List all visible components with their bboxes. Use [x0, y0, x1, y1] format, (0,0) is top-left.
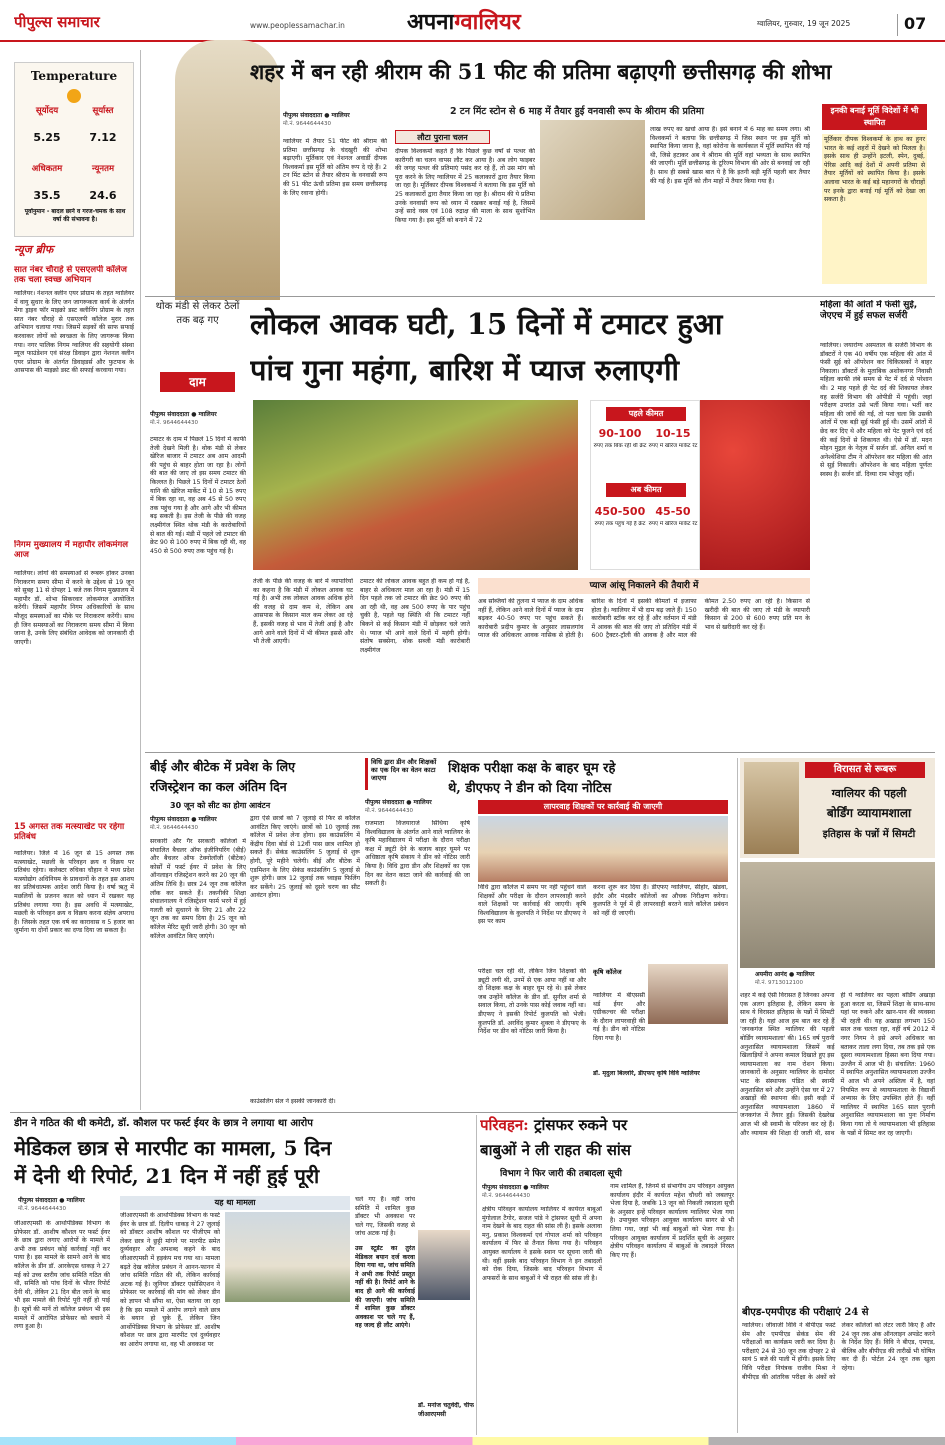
news-brief-1-body: ग्वालियर। नेशनल क्लीन एयर प्रोग्राम के तहत ग्वालियर में वायु सुधार के लिए जन जागरूकता कार्य के अंतर्गत मेगा ड्राइव फॉर माइक्रो डस्ट क्लीनिंग प्रोग्राम के तहत सात नंबर चौराहे से एसएलपी कॉलेज मुरार तक अभियान चलाया गया। जिसमें सड़कों की साफ सफाई करवाकर लोगों को स्वच्छता के लिए जागरूक किया गया। नगर पालिक निगम ग्वालियर की सहयोगी संस्था म्यूज फाउंडेशन एवं संरक्ष डिवाइन द्वारा नेशनल क्लीन एयर प्रोग्राम के अंतर्गत डिवाइडर्स और फुटपाथ के आसपास की माइक्रो डस्ट की सफाई करवाया गया। — [14, 290, 134, 375]
news-brief-1-title: सात नंबर चौराहे से एसएलपी कॉलेज तक चला स्वच्छ अभियान — [14, 265, 127, 285]
tomato-headline-1: लोकल आवक घटी, 15 दिनों में टमाटर हुआ — [250, 307, 723, 341]
max-label: अधिकतम — [31, 164, 63, 174]
weather-box — [14, 62, 134, 237]
teacher-headline-2: थे, डीएफए ने डीन को दिया नोटिस — [448, 781, 612, 796]
heritage-phone: मो.नं. 9713012100 — [755, 980, 804, 986]
sunset-time: 7.12 — [89, 131, 117, 144]
gymnasium-photo — [740, 862, 935, 968]
teacher-byline — [365, 798, 465, 818]
medical-headline-1: मेडिकल छात्र से मारपीट का मामला, 5 दिन — [14, 1136, 332, 1160]
news-brief-3-title: 15 अगस्त तक मत्स्याखेट पर रहेगा प्रतिबंध — [14, 822, 125, 842]
be-phone: मो.नं. 9644644430 — [150, 825, 199, 831]
medical-headline-2: में देनी थी रिपोर्ट, 21 दिन में नहीं हुई पूरी — [14, 1164, 320, 1188]
max-temp: 35.5 — [33, 189, 61, 202]
now-price-label: अब कीमत — [606, 483, 686, 497]
transport-kicker: परिवहन: — [480, 1116, 529, 1134]
medical-col1: जीआरएमसी के आर्थोपेडिक्स विभाग के प्रोफेसर डॉ. आशीष कौशल पर फर्स्ट ईयर के छात्र द्वारा लगाए आरोपों के मामले में अभी तक प्रबंधन कोई कार्रवाई नहीं कर पाया है। इस मामले के सामने आने के बाद कॉलेज के डीन डॉ. आरकेएस धाकड़ ने 27 मई को उच्च स्तरीय जांच समिति गठित की थी, समिति को पांच दिनों के भीतर रिपोर्ट देनी थी, लेकिन 21 दिन बीत जाने के बाद भी इस मामले की रिपोर्ट पूरी नहीं हो पाई है। सूत्रों की मानें तो कॉलेज प्रबंधन भी इस मामले में आरोपित प्रोफेसर को बचाने में लगा हुआ है। — [14, 1220, 110, 1331]
medical-col2: जीआरएमसी के आर्थोपेडिक्स विभाग के फर्स्ट ईयर के छात्र डॉ. दिलीप धाकड़ ने 27 जुलाई को डॉक्टर आशीष कौशल पर पीजीएम को लेकर छात्र ने छुट्टी मांगने पर मारपीट समेत दुर्व्यवहार और अपशब्द कहने के बाद जीआरएमसी में हड़कंप मच गया था। मामला बढ़ते देख कॉलेज प्रबंधन ने आनन-फानन में जांच समिति गठित की थी, लेकिन कार्रवाई अटक गई है। जूनियर डॉक्टर एसोसिएशन ने प्रोफेसर पर कार्रवाई की मांग को लेकर डीन को ज्ञापन भी सौंपा था, ऐसा बताया जा रहा है कि इस मामले में आरोप लगाने वाले छात्र के बयान हो चुके हैं, लेकिन जिन आर्थोपेडिक्स विभाग के प्रोफेसर डॉ. आशीष कौशल पर छात्र द्वारा मारपीट एवं दुर्व्यवहार का आरोप लगाया था, वह भी अवकाश पर — [120, 1212, 220, 1348]
heritage-label-1: विरासत से — [833, 764, 872, 775]
section-title-2: ग्वालियर — [454, 9, 521, 35]
bped-exam-body: ग्वालियर। जीवाजी विवि ने बीपीएड फर्स्ट सेम और एमपीएड सेकंड सेम की परीक्षाओं का कार्यक्रम जारी कर दिया है। परीक्षाएं 24 से 30 जून तक दोपहर 2 से सायं 5 बजे की पाली में होंगी। इसके लिए विवि परीक्षा नियंत्रक राजीव मिश्रा ने बीपीएड की आंतरिक परीक्षा के अंकों को लेकर कॉलेजों को लेटर जारी किए हैं और 24 जून तक अंक ऑनलाइन अपडेट करने के निर्देश दिए हैं। विवि ने बीएड, एमएड, बीलिब और बीपीएड की तारीखें भी घोषित कर दी हैं। पोर्टल 24 जून तक खुला रहेगा। — [742, 1322, 935, 1381]
heritage-label — [805, 762, 925, 778]
teacher-col1: राजमाता विजयाराजे सिंधिया कृषि विश्वविद्यालय के अंतर्गत आने वाले ग्वालियर के कृषि महाविद्यालय में परीक्षा के दौरान परीक्षा कक्ष में ड्यूटी देने के बजाय बाहर घूमने पर अधिष्ठाता कृषि संकाय ने डीन को नोटिस जारी किया है। विधि द्वारा डीन और शिक्षकों का एक दिन का वेतन काटा जाने की कार्रवाई की जा सकती है। — [365, 820, 470, 888]
be-headline-2: रजिस्ट्रेशन का कल अंतिम दिन — [150, 779, 287, 794]
medical-col3: चले गए हैं। वहीं जांच समिति में शामिल कुछ डॉक्टर भी अवकाश पर चले गए, जिसकी वजह से जांच अटक गई है। — [355, 1196, 415, 1238]
tomato-col2: तेजी के पीछे की वजह के बारे में व्यापारियों का कहना है कि मंडी में लोकल आवक घट गई है। अभी तक लोकल आवक अधिक होने की वजह से दाम कम थे, लेकिन अब आसपास के किसान माल कम लेकर आ रहे हैं, इसकी वजह से भाव में तेजी आई है और आगे आने वाले दिनों में भी कीमत इससे और भी तेजी आएगी। — [253, 578, 353, 646]
tomato-kicker: थोक मंडी से लेकर ठेलों तक बढ़ गए — [155, 301, 240, 326]
guru-statue-photo — [744, 762, 799, 854]
sun-icon — [67, 89, 81, 103]
teacher-byline-text: पीपुल्स संवाददाता ● ग्वालियर — [365, 799, 432, 806]
needle-surgery-body: ग्वालियर। जयारोग्य अस्पताल के सर्जरी विभाग के डॉक्टरों ने एक 40 वर्षीय एक महिला की आंत में फंसी सुई को ऑपरेशन कर चिकित्सकों ने बाहर निकाला। डॉक्टरों के मुताबिक अशोकनगर निवासी महिला काफी लंबे समय से पेट में दर्द से परेशान थी। 2 माह पहले ही पेट दर्द की शिकायत लेकर वह सर्जरी विभाग की ओपीडी में पहुंची। जहां परीक्षण उपरांत उसे भर्ती किया गया। भर्ती कर महिला की जांचें की गईं, तो पता चला कि उसकी आंतों में एक बड़ी सुई फंसी हुई थी। उसमें आंतों में छेद कर दिए थे और महिला को पेट फूलने एवं दर्द की कई दिनों से शिकायत थी। ऐसे में डॉ. मदन मोहन मुद्गल के नेतृत्व में सर्जन डॉ. अनिल शर्मा व अनेश्थेशिया टीम ने ऑपरेशन कर महिला की आंत से सुई निकाली। ऑपरेशन के बाद महिला पूर्णतः स्वस्थ है। सर्जन डॉ. दिव्या राम भोजुद रहीं। — [820, 342, 932, 478]
heritage-header — [740, 758, 935, 858]
tomato-phone: मो.नं. 9644644430 — [150, 420, 199, 426]
dfa-portrait — [648, 964, 728, 1024]
section-title-1: अपना — [407, 9, 455, 35]
bped-exam-title: बीएड-एमपीएड की परीक्षाएं 24 से — [742, 1307, 869, 1318]
be-headline-1: बीई और बीटेक में प्रवेश के लिए — [150, 759, 296, 774]
transport-phone: मो.नं. 9644644430 — [482, 1193, 531, 1199]
quote-body: ग्वालियर में बीएससी थर्ड ईयर और एग्रीकल्चर की परीक्षा के दौरान लापरवाही की गई है। डीन को नोटिस दिया गया है। — [593, 992, 645, 1042]
news-brief-2-title: निगम मुख्यालय में महापौर लोकमंगल आज — [14, 540, 129, 560]
teacher-phone: मो.नं. 9644644430 — [365, 808, 414, 814]
date-line: ग्वालियर, गुरुवार, 19 जून 2025 — [757, 19, 851, 28]
lead-headline: शहर में बन रही श्रीराम की 51 फीट की प्रतिमा बढ़ाएगी छत्तीसगढ़ की शोभा — [250, 59, 832, 84]
medical-callout-name: डॉ. मनोज चतुर्वेदी, चीफ जीआरएमसी — [418, 1402, 474, 1418]
heritage-label-2: रूबरू — [874, 764, 897, 775]
tomato-byline — [150, 410, 250, 432]
lead-byline-text: पीपुल्स संवाददाता ● ग्वालियर — [283, 112, 350, 119]
teacher-banner: लापरवाह शिक्षकों पर कार्रवाई की जाएगी — [478, 800, 728, 814]
sunrise-time: 5.25 — [33, 131, 61, 144]
tomato-photo — [700, 400, 810, 570]
lead-col3: लाख रुपए का खर्चा आया है। इसे बनाने में 6 माह का समय लगा। श्री विश्वकर्मा ने बताया कि छत्तीसगढ़ में जिस स्थान पर इस मूर्ति को स्थापित किया जाना है, वहां कोरोना के कार्यकाल में मूर्ति स्थापित की गई थी, जिसे हटाकर अब ये श्रीराम की मूर्ति वहां भव्यता के साथ स्थापित की जाएगी। मूर्ति छत्तीसगढ़ के टूरिज्म विभाग की ओर से बनवाई जा रही है। साथ ही सबसे खास बात ये है कि इतनी बड़ी मूर्ति पहली बार तैयार की गई है। इस मूर्ति को तीन माहों में तैयार किया गया है। — [650, 126, 810, 185]
tomato-kicker-tag: दाम — [160, 372, 235, 392]
transport-headline-2: बाबुओं ने ली राहत की सांस — [480, 1141, 631, 1159]
news-brief-label: न्यूज ब्रीफ — [14, 243, 54, 256]
be-col2: द्वारा ऐसे छात्रों को 7 जुलाई से फिर से कॉलेज आवंटित किए जाएंगे। छात्रों को 10 जुलाई तक कॉलेज में प्रवेश लेना होगा। इस काउंसलिंग में केंद्रीय दिवा बोर्ड से 12वीं पास छात्र शामिल हो सकते हैं। सेकंड काउंसलिंग 5 जुलाई से शुरू होगी, पूरे महीने चलेगी। बीई और बीटेक में एडमिशन के लिए सेकंड काउंसलिंग 5 जुलाई से शुरू होगी। छात्र 12 जुलाई तक च्वाइस फिलिंग कर सकेंगे। 25 जुलाई को दूसरे चरण का सीट आवंटन होगा। — [250, 815, 360, 900]
transport-col2: नाम शामिल हैं, जिनमें से संभागीय उप परिवहन आयुक्त कार्यालय इंदौर में कार्यरत महेश चौधरी को जबलपुर भेजा दिया है, जबकि 13 जून को निकली तबादला सूची के अनुसार इन्हें परिवहन कार्यालय ग्वालियर भेजा गया है। उपायुक्त परिवहन आयुक्त कार्यालय सागर से भी लिया गया, जहां भी कई बाबुओं को भेजा गया है। परिवहन आयुक्त कार्यालय में प्रदर्शित सूची के अनुसार क्षेत्रीय परिवहन कार्यालय में बाबुओं के तबादले निरस्त किए गए हैं। — [610, 1183, 734, 1259]
tomato-byline-text: पीपुल्स संवाददाता ● ग्वालियर — [150, 411, 217, 418]
min-label: न्यूनतम — [91, 164, 115, 174]
before-desc-2: रुपए में खेरिज मार्केट रेट — [648, 443, 698, 449]
ram-face-photo — [540, 120, 645, 220]
college-gate-photo — [478, 816, 728, 882]
now-price-2: 45-50 — [655, 505, 691, 518]
transport-byline — [482, 1183, 582, 1203]
section-title — [407, 6, 607, 38]
lead-byline — [283, 111, 383, 133]
doctor-portrait — [418, 1230, 470, 1300]
teacher-headline-1: शिक्षक परीक्षा कक्ष के बाहर घूम रहे — [448, 761, 616, 776]
before-price-1: 90-100 — [598, 427, 642, 440]
transport-headline-1: ट्रांसफर रुकने पर — [533, 1116, 628, 1134]
medical-kicker: डीन ने गठित की थी कमेटी, डॉ. कौशल पर फर्स्ट ईयर के छात्र ने लगाया था आरोप — [14, 1118, 313, 1129]
now-price-1: 450-500 — [594, 505, 646, 518]
transport-subhead: विभाग ने फिर जारी की तबादला सूची — [500, 1169, 623, 1179]
teacher-col2: विधि द्वारा कॉलेज में समय पर नहीं पहुंचने वाले शिक्षकों और परीक्षा के दौरान लापरवाही करने वाले शिक्षकों पर कार्रवाई की जाएगी। कृषि विश्वविद्यालय के कुलपति ने निर्देश पर डीएफए ने इस पर काम — [478, 884, 586, 926]
before-price-2: 10-15 — [655, 427, 691, 440]
heritage-body: शहर में कई ऐसी विरासत हैं जिनका अपना एक अलग इतिहास है, लेकिन समय के साथ ये विरासत इतिहास के पन्नों में सिमटी जा रही है। यहां आज हम बात कर रहे हैं 'जनकगंज स्थित ग्वालियर की पहली बोर्डिंग व्यायामशाला' की। 165 वर्ष पुरानी अनुशासित व्यायामशाला जिसमें कई खिलाड़ियों ने अपना कमाल दिखाते हुए इस व्यायामशाला का नाम रोशन किया। जानकारों के अनुसार ग्वालियर के दामोदर भाट के संस्थापक पंडित श्री स्वामी अनुशासित बने और उन्होंने ऐसा घर में 27 अखाड़ों की स्थापना की। इसी कड़ी में अनुशासित व्यायामशाला 1860 में जनकगंज में तैयार हुई। जिसकी देखरेख आज भी श्री स्वामी के परिजन कर रहे हैं। और व्यायाम की शिक्षा दी जाती थी, साथ ही ये ग्वालियर का पहला बोर्डिंग अखाड़ा हुआ करता था, जिसमें शिक्षा के साथ-साथ यहां पर रुकने और खान-पान की व्यवस्था भी रहती थी। यह अखाड़ा लगभग 150 साल तक चलता रहा, वहीं वर्ष 2012 में नगर निगम ने इसे अपने अधिकार का बताकर ताला लगा दिया, तब तक इसे एक दूसरा व्यायामशाला हिस्सा बना दिया गया। उज्जैन में आज भी है। संचालित: 1960 में स्थापित अनुशासित व्यायामशाला उज्जैन में आज भी अपने अस्तित्व में है, वहां नियमित रूप से व्यायामशाला के विद्यार्थी अभ्यास के लिए उपस्थित होते हैं। वहीं ग्वालियर में स्थापित 165 साल पुरानी अनुशासित व्यायामशाला का पुनः निर्माण किया गया तो ये व्यायामशाला भी इतिहास के पन्नों में सिमट कर रह जाएगी। — [740, 992, 935, 1137]
sunrise-label: सूर्योदय — [35, 106, 59, 116]
paper-logo[interactable]: पीपुल्स समाचार — [14, 13, 100, 31]
lead-subhead: 2 टन मिंट स्टोन से 6 माह में तैयार हुई वनवासी रूप के श्रीराम की प्रतिमा — [450, 106, 704, 117]
sunset-label: सूर्यास्त — [92, 106, 114, 116]
news-brief-2-body: ग्वालियर। लोगों की समस्याओं से रूबरू होकर उनका निराकरण समय सीमा में करने के उद्देश्य से 19 जून को सुबह 11 से दोपहर 1 बजे तक निगम मुख्यालय में महापौर डॉ. शोभा सिकरवार लोकमंगल आयोजित करेंगी। जिसमें महापौर निगम अधिकारियों के साथ मौजूद समस्याओं का मौके पर निराकरण करेंगी। साथ ही जिन समस्याओं का निराकरण समय सीमा में किया जाना है, उनके लिए संबंधित आवेदक को जानकारी दी जाएगी। — [14, 570, 134, 646]
case-label: यह था मामला — [120, 1196, 350, 1210]
tomato-col3: टमाटर की लोकल आवक बहुत ही कम हो गई है, बाहर से अधिकतर माल आ रहा है। मंडी में 15 दिन पहले तक जो टमाटर की क्रेट 90 रुपए की आ रही थी, वह अब 500 रुपए के पार पहुंच चुकी है, पहले यह स्थिति थी कि टमाटर नहीं बिकने से कई किसान मंडी में छोड़कर चले जाते थे। प्याज भी आने वाले दिनों में महंगी होगी। संतोष सक्सेना, थोक सब्जी मंडी कारोबारी लक्ष्मीगंज — [360, 578, 470, 654]
teacher-side-kicker: विधि द्वारा डीन और शिक्षकों का एक दिन का वेतन काटा जाएगा — [365, 758, 443, 790]
quote-name: डॉ. मृदुला बिल्लोरे, डीएफए कृषि विवि ग्वालियर — [593, 1070, 700, 1077]
old-trend-label: लौटा पुराना चलन — [395, 130, 490, 144]
now-desc-2: रुपए में खेरिज मार्केट रेट — [648, 521, 698, 527]
transport-col1: क्षेत्रीय परिवहन कार्यालय ग्वालियर में कार्यरत बाबूओं मुंगोलाल टैगोर, सजल पांडे ने ट्रांसफर सूची में अपना नाम देखने के बाद राहत की सांस ली है। इसके अलावा मनु, प्रकाश विश्वकर्मा एवं गोपाल शर्मा को परिवहन कार्यालय में फिर से तैनात किया गया है। परिवहन आयुक्त कार्यालय ने इसके स्थान पर सूचना जारी की थी। वहीं इसके बाद परिवहन विभाग ने इन तबादलों को रोक दिया, जिसके बाद परिवहन विभाग में अफसरों के साथ बाबुओं ने भी राहत की सांस ली है। — [482, 1206, 602, 1282]
be-col3: काउंसलिंग सेल ने इसकी जानकारी दी। — [250, 1098, 336, 1105]
before-price-label: पहले कीमत — [606, 407, 686, 421]
price-box — [590, 400, 700, 570]
onion-body: अब सब्जियों की तुलना में प्याज के दाम अधिक नहीं हैं, लेकिन आने वाले दिनों में प्याज के दाम बढ़कर 40-50 रुपए पर पहुंच सकते हैं। कारोबारी प्रदीप कुमार के अनुसार लासलगांव प्याज की अधिकतर आवक नासिक से होती है। बारिश के दिनों में इसकी कीमतों में इजाफा होता है। ग्वालियर में भी दाम बढ़ जाते हैं। 150 कारोबारी स्टॉक कर रहे हैं और वर्तमान में मंडी में आवक की बात की जाए तो प्रतिदिन मंडी में 600 ट्रैक्टर-ट्रॉली की आवक है और माल की कीमत 2.50 रुपए आ रही है। किसान से खरीदी की बात की जाए तो मंडी के व्यापारी किसान से 200 से 600 रुपए प्रति मन के भाव से खरीदारी कर रहे हैं। — [478, 598, 810, 640]
teacher-col4: परीक्षा चल रही थी, लेकिन जिन शिक्षकों की ड्यूटी लगी थी, उनमें से एक आया नहीं था और दो शिक्षक कक्ष के बाहर घूम रहे थे। इसे लेकर जब उन्होंने कॉलेज के डीन डॉ. सुनील शर्मा से सवाल किया, तो उनके पास कोई जवाब नहीं था। डीएफए ने इसकी रिपोर्ट कुलपति को भेजी। कुलपति डॉ. अरविंद कुमार शुक्ला ने डीएफए के निर्देश पर डीन को नोटिस जारी किया है। — [478, 968, 586, 1036]
heritage-headline-1: ग्वालियर की पहली — [831, 787, 907, 800]
tomato-col1: टमाटर के दाम में पिछले 15 दिनों में काफी तेजी देखने मिली है। थोक मंडी से लेकर खेरिज बाजार में टमाटर अब आम आदमी की पहुंच से बाहर होता जा रहा है। लोगों की बात की जाए तो इस समय टमाटर की किल्लत है। पिछले 15 दिनों में टमाटर ठेलों यानि की खेरिज मार्केट में 10 से 15 रुपए में बिक रहा था, वह अब 45 से 50 रुपए तक पहुंच गया है और आगे और भी कीमत बढ़ सकती है। इस तेजी के पीछे की वजह लक्ष्मीगंज स्थित थोक मंडी के कारोबारियों से बात की गई। मंडी में पहले जो टमाटर की क्रेट 90 से 100 रुपए में बिक रही थी, वह 450 से 500 रुपए तक पहुंच गई है। — [150, 436, 246, 555]
heritage-byline — [755, 970, 875, 990]
quote-label: कृषि कॉलेज — [593, 968, 622, 976]
onion-banner: प्याज आंसू निकालने की तैयारी में — [478, 578, 810, 594]
tomato-headline-2: पांच गुना महंगा, बारिश में प्याज रुलाएगी — [250, 353, 680, 387]
heritage-headline-3: इतिहास के पन्नों में सिमटी — [822, 829, 916, 840]
lead-sidebar-title: इनकी बनाई मूर्ति विदेशों में भी स्थापित — [822, 104, 927, 130]
weather-forecast: पूर्वानुमान - बादल छाने व गरज-चमक के साथ वर्षा की संभावना है। — [24, 208, 126, 223]
masthead — [0, 0, 945, 42]
registration-marks — [0, 1437, 945, 1445]
be-byline — [150, 815, 250, 835]
news-brief-3-body: ग्वालियर। जिले में 16 जून से 15 अगस्त तक मत्स्याखेट, मछली के परिवहन क्रय व विक्रय पर प्रतिबंध रहेगा। कलेक्टर रुचिका चौहान ने मध्य प्रदेश मत्स्योद्योग अधिनियम के प्रावधानों के तहत इस आशय का प्रतिबंधात्मक आदेश जारी किया है। वर्षा ऋतु में मछलियों के प्रजनन काल को ध्यान में रखकर यह प्रतिबंध लगाया गया है। इस अवधि में मत्स्याखेट, मछली के परिवहन क्रय व विक्रय करना संज्ञेय अपराध है। जिसके तहत एक वर्ष का कारावास व 5 हजार का जुर्माना या दोनों प्रकार का दण्ड दिया जा सकता है। — [14, 850, 134, 935]
lead-col1: ग्वालियर में तैयार 51 फीट की श्रीराम की प्रतिमा छत्तीसगढ़ के चंदखुरी की शोभा बढ़ाएगी। मूर्तिकार एवं नेशनल अवार्डी दीपक विश्वकर्मा इस मूर्ति को अंतिम रूप दे रहे हैं। 2 टन मिंट स्टोन से तैयार श्रीराम के वनवासी रूप की 51 फीट ऊंची प्रतिमा इस समय छत्तीसगढ़ के लिए रवाना होगी। — [283, 138, 387, 197]
medical-phone: मो.नं. 9644644430 — [18, 1206, 67, 1212]
weather-title: Temperature — [30, 69, 118, 83]
tomato-kicker-box — [150, 300, 245, 400]
transport-headline-row — [480, 1115, 740, 1137]
be-byline-text: पीपुल्स संवाददाता ● ग्वालियर — [150, 816, 217, 823]
min-temp: 24.6 — [89, 189, 117, 202]
be-col1: सरकारी और गैर सरकारी कॉलेजों में संचालित बैचलर ऑफ इंजीनियरिंग (बीई) और बैचलर ऑफ टेक्नोलॉजी (बीटेक) कोर्सों में फर्स्ट ईयर में प्रवेश के लिए ऑनलाइन रजिस्ट्रेशन करने का 20 जून की अंतिम तिथि है। छात्र 24 जून तक कॉलेज लॉक कर सकते हैं। तकनीकी शिक्षा संचालनालय ने रजिस्ट्रेशन फार्म भरने में हुई गलती को सुधारने के लिए 21 और 22 जून तक का समय दिया है। 25 जून को कॉलेज मेरिट सूची जारी होगी। 30 जून को कॉलेज आवंटित किए जाएंगे। — [150, 838, 246, 940]
before-desc-1: रुपए तक बिक रही थी क्रेट — [593, 443, 647, 449]
transport-byline-text: पीपुल्स संवाददाता ● ग्वालियर — [482, 1184, 549, 1191]
medical-byline-text: पीपुल्स संवाददाता ● ग्वालियर — [18, 1197, 85, 1204]
be-subhead: 30 जून को सीट का होगा आवंटन — [170, 801, 271, 810]
now-desc-1: रुपए तक पहुंच गई है क्रेट — [594, 521, 646, 527]
heritage-byline-text: अयमीरा आनंद ● ग्वालियर — [755, 971, 815, 978]
lead-sidebar-body: मूर्तिकार दीपक विश्वकर्मा के हाथ का हुनर भारत के कई शहरों में देखने को मिलता है। इसके साथ ही उन्होंने इटली, स्पेन, दुबई, पेरिस आदि कई देशों में अपनी प्रतिमा से तैयार मूर्तियों को स्थापित किया है। इसके अलावा भारत के कई बड़े महानगरों के चौराहों पर इनके द्वारा बनाई गई मूर्ति को देखा जा सकता है। — [822, 134, 927, 284]
teacher-col3: करना शुरू कर दिया है। डीएफए ग्वालियर, सीहोर, खंडवा, इंदौर और मंदसौर कॉलेजों का औचक निरीक्षण करेगा। कुलपति ने पूर्व में ही लापरवाही बरतने वाले कॉलेज प्रबंधन को नहीं दी जाएगी। — [593, 884, 728, 917]
lead-phone: मो.नं. 9644644430 — [283, 121, 332, 127]
needle-surgery-title: महिला की आंतों में फंसी सुई, जेएएच में हुई सफल सर्जरी — [820, 300, 918, 321]
heritage-headline-2: बोर्डिंग व्यायामशाला — [826, 806, 912, 820]
page-number: 07 — [897, 14, 931, 36]
vegetable-market-photo — [253, 400, 578, 570]
medical-callout: उस स्टूडेंट का तुरंत मेडिकल बयान दर्ज करवा दिया गया था, जांच समिति ने अभी तक रिपोर्ट प्रस्तुत नहीं की है। रिपोर्ट आने के बाद ही आगे की कार्रवाई की जाएगी। जांच समिति में शामिल कुछ डॉक्टर अवकाश पर चले गए हैं, वह जल्द ही लौट आएंगे। — [355, 1245, 415, 1330]
medical-byline — [18, 1196, 118, 1216]
website-url[interactable]: www.peoplessamachar.in — [250, 21, 345, 30]
lead-col2: दीपक विश्वकर्मा कहते हैं कि पिछले कुछ वर्षों से पत्थर की कारीगरी का चलन वापस लौट कर आया है। अब लोग फाइबर की जगह पत्थर की प्रतिमाएं पसंद कर रहे हैं, तो उस मांग को पूरा करने के लिए ग्वालियर में 25 कलाकारों द्वारा तैयार किया जा रहा है। मूर्तिकार दीपक विश्वकर्मा ने बताया कि इस मूर्ति को 25 कलाकारों द्वारा तैयार किया जा रहा है। श्रीराम की ये प्रतिमा उनके वनवासी रूप को ध्यान में रखकर बनाई गई है, जिसमें उन्हें सादे वस्त्र एवं 108 रुद्राक्ष की माला के साथ सुशोभित किया गया है। इस मूर्ति को बनाने में 72 — [395, 148, 535, 224]
hospital-photo — [225, 1212, 350, 1302]
